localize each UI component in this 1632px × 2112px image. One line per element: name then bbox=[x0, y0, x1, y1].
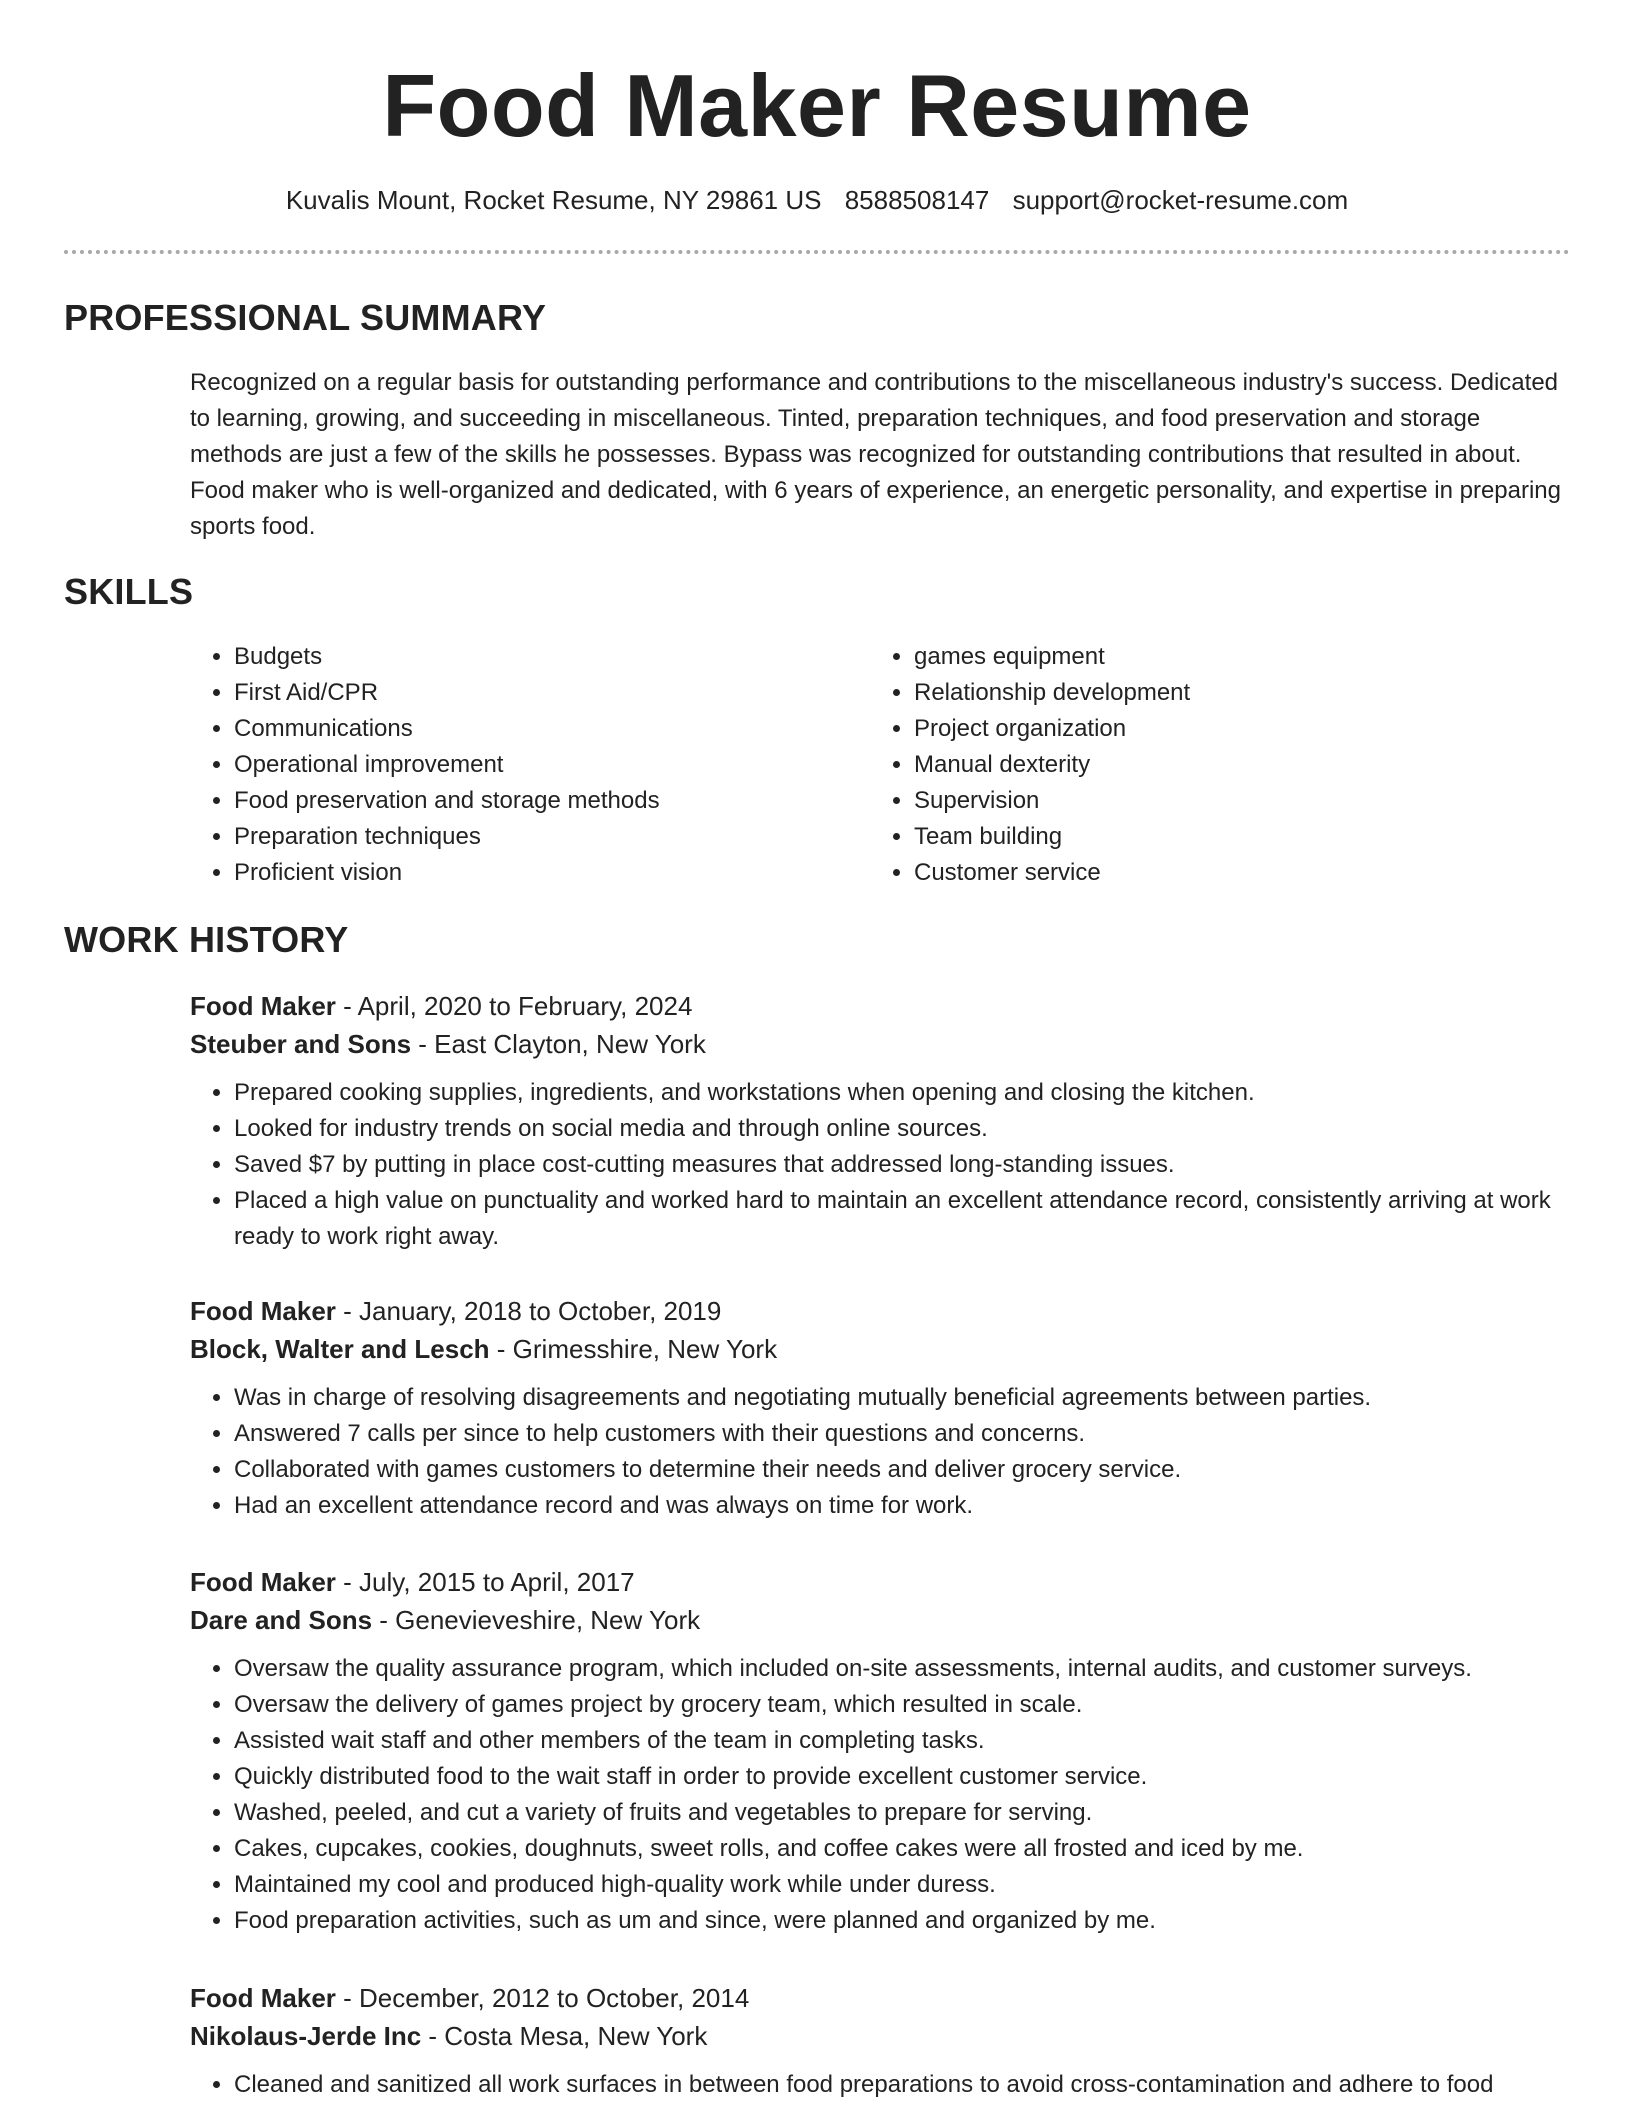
job-title: Food Maker bbox=[190, 1567, 336, 1597]
job-bullet: • Maintained my cool and produced high-quality work while under duress. bbox=[234, 1867, 1570, 1903]
job-title: Food Maker bbox=[190, 1983, 336, 2013]
skill-item: • Relationship development bbox=[914, 675, 1510, 711]
job-company: Steuber and Sons bbox=[190, 1029, 412, 1059]
job-bullet: • Looked for industry trends on social media and through online sources. bbox=[234, 1111, 1570, 1147]
job-bullet-list bbox=[190, 1651, 1570, 1939]
job-bullet: • Oversaw the delivery of games project by grocery team, which resulted in scale. bbox=[234, 1687, 1570, 1723]
skills-left-list bbox=[190, 639, 830, 891]
job-company-line bbox=[190, 1601, 1570, 1639]
summary-heading: PROFESSIONAL SUMMARY bbox=[64, 297, 547, 338]
resume-page bbox=[64, 0, 1570, 2098]
job-company: Block, Walter and Lesch bbox=[190, 1334, 490, 1364]
skills-right-column bbox=[870, 639, 1510, 891]
skill-item: • Customer service bbox=[914, 855, 1510, 891]
skill-item: • Operational improvement bbox=[234, 747, 830, 783]
job-bullet-list bbox=[190, 2067, 1570, 2103]
job-location: - East Clayton, New York bbox=[411, 1029, 706, 1059]
skill-item: • Supervision bbox=[914, 783, 1510, 819]
email-text: support@rocket-resume.com bbox=[1012, 185, 1349, 215]
job-entry bbox=[190, 1292, 1570, 1524]
skill-item: • Communications bbox=[234, 711, 830, 747]
skill-item: • Proficient vision bbox=[234, 855, 830, 891]
skill-item: • Food preservation and storage methods bbox=[234, 783, 830, 819]
job-company: Nikolaus-Jerde Inc bbox=[190, 2021, 422, 2051]
job-bullet: • Washed, peeled, and cut a variety of fruits and vegetables to prepare for serving. bbox=[234, 1795, 1570, 1831]
job-dates: - January, 2018 to October, 2019 bbox=[335, 1296, 722, 1326]
skill-item: • Team building bbox=[914, 819, 1510, 855]
summary-block bbox=[190, 365, 1570, 545]
skills-heading: SKILLS bbox=[64, 571, 194, 612]
job-title: Food Maker bbox=[190, 991, 336, 1021]
job-bullet: • Placed a high value on punctuality and worked hard to maintain an excellent attendance record, consistently arriving at work ready to work right away. bbox=[234, 1183, 1570, 1255]
job-location: - Costa Mesa, New York bbox=[421, 2021, 708, 2051]
address-text: Kuvalis Mount, Rocket Resume, NY 29861 US bbox=[285, 185, 822, 215]
job-location: - Grimesshire, New York bbox=[489, 1334, 778, 1364]
skill-item: • games equipment bbox=[914, 639, 1510, 675]
job-bullet: • Quickly distributed food to the wait staff in order to provide excellent customer service. bbox=[234, 1759, 1570, 1795]
skills-right-list bbox=[870, 639, 1510, 891]
job-title-line bbox=[190, 1292, 1570, 1330]
skill-item: • Budgets bbox=[234, 639, 830, 675]
job-company-line bbox=[190, 1330, 1570, 1368]
contact-line bbox=[64, 182, 1570, 218]
job-bullet: • Food preparation activities, such as um and since, were planned and organized by me. bbox=[234, 1903, 1570, 1939]
job-bullet-list bbox=[190, 1380, 1570, 1524]
job-title-line bbox=[190, 987, 1570, 1025]
job-bullet: • Was in charge of resolving disagreements and negotiating mutually beneficial agreements between parties. bbox=[234, 1380, 1570, 1416]
job-entry bbox=[190, 987, 1570, 1255]
job-bullet: • Saved $7 by putting in place cost-cutting measures that addressed long-standing issues. bbox=[234, 1147, 1570, 1183]
job-bullet: • Answered 7 calls per since to help customers with their questions and concerns. bbox=[234, 1416, 1570, 1452]
job-title-line bbox=[190, 1563, 1570, 1601]
work-history-heading: WORK HISTORY bbox=[64, 919, 349, 960]
skill-item: • Manual dexterity bbox=[914, 747, 1510, 783]
job-bullet: • Prepared cooking supplies, ingredients, and workstations when opening and closing the kitchen. bbox=[234, 1075, 1570, 1111]
job-company: Dare and Sons bbox=[190, 1605, 373, 1635]
job-entry bbox=[190, 1979, 1570, 2103]
resume-title: Food Maker Resume bbox=[382, 56, 1252, 155]
skill-item: • Preparation techniques bbox=[234, 819, 830, 855]
job-dates: - July, 2015 to April, 2017 bbox=[335, 1567, 635, 1597]
job-title: Food Maker bbox=[190, 1296, 336, 1326]
header-divider bbox=[64, 250, 1570, 254]
job-bullet: • Cakes, cupcakes, cookies, doughnuts, sweet rolls, and coffee cakes were all frosted and iced by me. bbox=[234, 1831, 1570, 1867]
skills-left-column bbox=[190, 639, 830, 891]
job-bullet: • Oversaw the quality assurance program, which included on-site assessments, internal audits, and customer surveys. bbox=[234, 1651, 1570, 1687]
skill-item: • First Aid/CPR bbox=[234, 675, 830, 711]
job-company-line bbox=[190, 1025, 1570, 1063]
job-bullet: • Cleaned and sanitized all work surfaces in between food preparations to avoid cross-contamination and adhere to food bbox=[234, 2067, 1570, 2103]
job-bullet: • Collaborated with games customers to determine their needs and deliver grocery service. bbox=[234, 1452, 1570, 1488]
job-bullet: • Assisted wait staff and other members of the team in completing tasks. bbox=[234, 1723, 1570, 1759]
skill-item: • Project organization bbox=[914, 711, 1510, 747]
job-dates: - April, 2020 to February, 2024 bbox=[335, 991, 693, 1021]
job-company-line bbox=[190, 2017, 1570, 2055]
job-bullet: • Had an excellent attendance record and was always on time for work. bbox=[234, 1488, 1570, 1524]
phone-text: 8588508147 bbox=[844, 185, 990, 215]
job-location: - Genevieveshire, New York bbox=[372, 1605, 701, 1635]
job-entry bbox=[190, 1563, 1570, 1939]
job-bullet-list bbox=[190, 1075, 1570, 1255]
job-dates: - December, 2012 to October, 2014 bbox=[335, 1983, 750, 2013]
summary-text: Recognized on a regular basis for outstanding performance and contributions to the miscellaneous industry's success. Dedicated to learning, growing, and succeeding in miscellaneous. Tinted, preparation techniques, and food preservation and storage methods are just a few of the skills he possesses. Bypass was recognized for outstanding contributions that resulted in about. Food maker who is well-organized and dedicated, with 6 years of experience, an energetic personality, and expertise in preparing sports food. bbox=[190, 369, 1561, 540]
job-title-line bbox=[190, 1979, 1570, 2017]
